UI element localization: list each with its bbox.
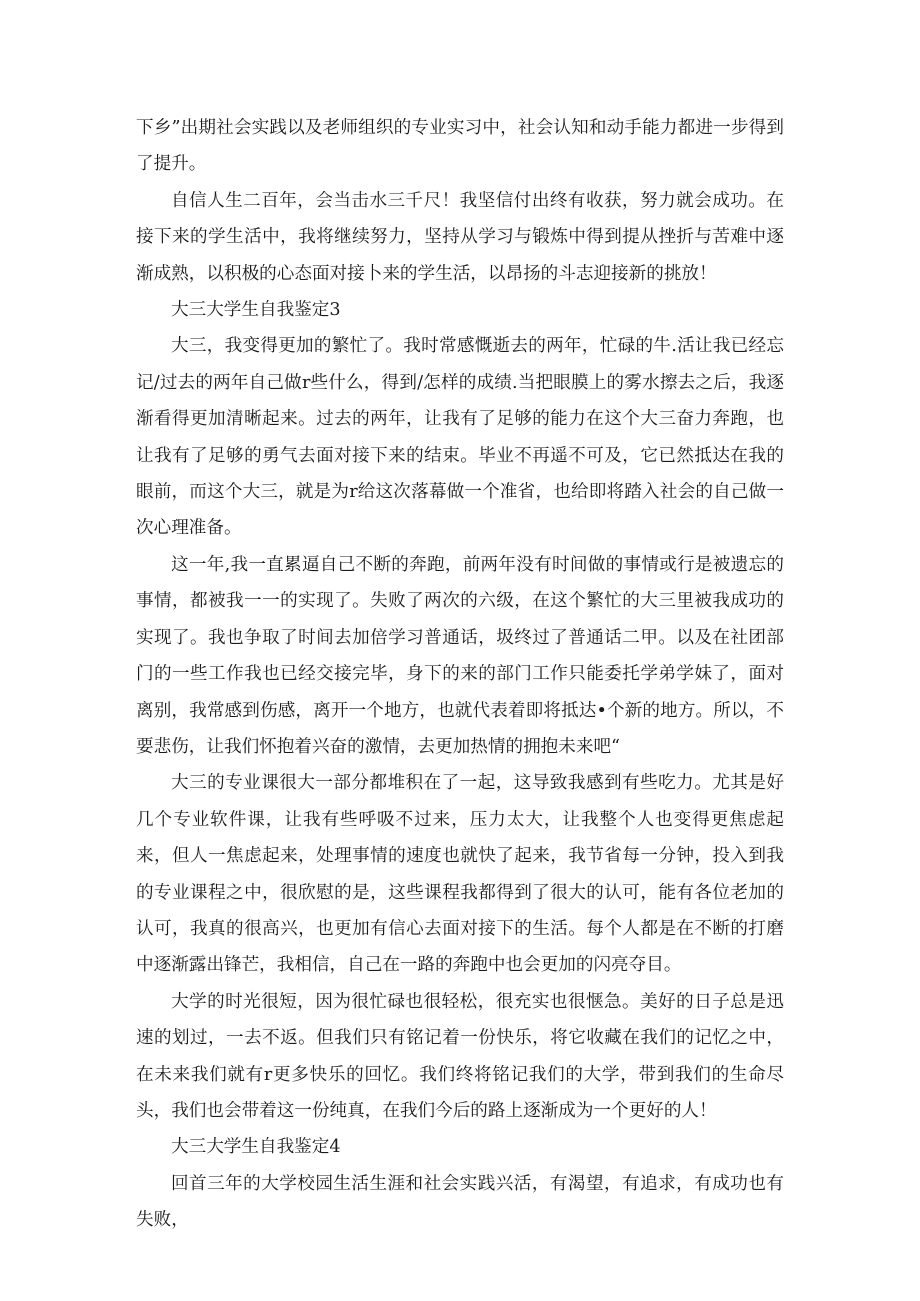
paragraph-major-courses: 大三的专业课很大一部分都堆积在了一起，这导致我感到有些吃力。尤其是好几个专业软件课，让我有些呼吸不过来，压力太大，让我整个人也变得更焦虑起来，但人一焦虑起来，处理事情的速度也就快了起来，我节省每一分钟，投入到我的专业课程之中，很欣慰的是，这些课程我都得到了很大的认可，能有各位老加的认可，我真的很高兴，也更加有信心去面对接下的生活。每个人都是在不断的打磨中逐渐露出锋芒，我相信，自己在一路的奔跑中也会更加的闪亮夺目。 — [136, 773, 784, 976]
paragraph-confidence: 自信人生二百年，会当击水三千尺！我坚信付出终有收获，努力就会成功。在接下来的学生活中，我将继续努力，坚持从学习与锻炼中得到提从挫折与苦难中逐渐成熟，以积极的心态面对接卜来的学生活，以昂扬的斗志迎接新的挑放！ — [136, 190, 784, 284]
paragraph-looking-back: 回首三年的大学校园生活生涯和社会实践兴活，有渴望，有追求，有成功也有失败， — [136, 1173, 784, 1231]
paragraph-this-year: 这一年,我一直累逼自己不断的奔跑，前两年没有时间做的事情或行是被遗忘的事情，都被我一一的实现了。失败了两次的六级，在这个繁忙的大三里被我成功的实现了。我也争取了时间去加倍学习普通话，圾终过了普通话二甲。以及在社团部门的一些工作我也已经交接完毕，身下的来的部门工作只能委托学弟学妹了，面对离别，我常感到伤感，离开一个地方，也就代表着即将抵达•个新的地方。所以，不要悲伤，让我们怀抱着兴奋的激情，去更加热情的拥抱未来吧“ — [136, 554, 784, 757]
paragraph-continuation: 下乡”出期社会实践以及老师组织的专业实习中，社会认知和动手能力都进一步得到了提升。 — [136, 118, 784, 175]
section-heading-3: 大三大学生自我鉴定3 — [171, 300, 341, 321]
paragraph-junior-year-busy: 大三，我变得更加的繁忙了。我时常感慨逝去的两年，忙碌的牛.活让我已经忘记/过去的两年自己做r些什么，得到/怎样的成绩.当把眼膜上的雾水擦去之后，我逐渐看得更加清晰起来。过去的两年，让我有了足够的能力在这个大三奋力奔跑，也让我有了足够的勇气去面对接下来的结束。毕业不再遥不可及，它已然抵达在我的眼前，而这个大三，就是为r给这次落幕做一个准省，也给即将踏入社会的自己做一次心理准备。 — [136, 336, 784, 539]
paragraph-college-time: 大学的时光很短，因为很忙碌也很轻松，很充实也很惬急。美好的日子总是迅速的划过，一去不返。但我们只有铭记着一份快乐，将它收藏在我们的记忆之中，在未来我们就有r更多快乐的回忆。我们终将铭记我们的大学，带到我们的生命尽头，我们也会带着这一份纯真，在我们今后的路上逐渐成为一个更好的人！ — [136, 991, 784, 1121]
document-body — [136, 110, 784, 1239]
section-heading-4: 大三大学生自我鉴定4 — [171, 1137, 341, 1158]
